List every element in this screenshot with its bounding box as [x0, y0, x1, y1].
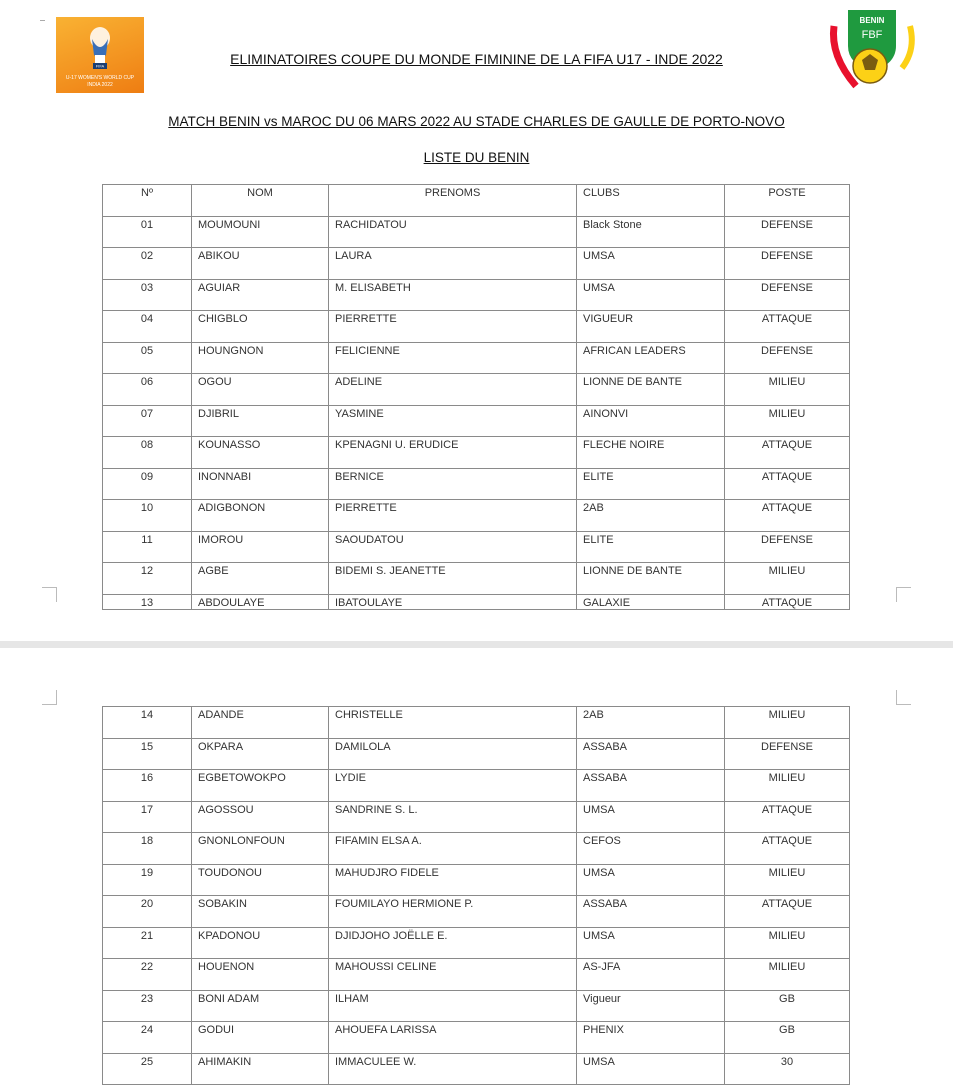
player-poste: MILIEU	[725, 864, 850, 896]
player-nom: TOUDONOU	[192, 864, 329, 896]
player-number: 12	[103, 563, 192, 595]
player-number: 06	[103, 374, 192, 406]
player-nom: EGBETOWOKPO	[192, 770, 329, 802]
player-club: ASSABA	[577, 896, 725, 928]
player-club: AFRICAN LEADERS	[577, 342, 725, 374]
player-poste: MILIEU	[725, 770, 850, 802]
player-nom: CHIGBLO	[192, 311, 329, 343]
player-prenoms: SANDRINE S. L.	[329, 801, 577, 833]
player-poste: DEFENSE	[725, 279, 850, 311]
player-club: 2AB	[577, 500, 725, 532]
player-prenoms: LYDIE	[329, 770, 577, 802]
player-club: ASSABA	[577, 770, 725, 802]
table-row	[103, 374, 850, 406]
player-prenoms: IBATOULAYE	[329, 594, 577, 609]
player-nom: KPADONOU	[192, 927, 329, 959]
player-club: AS-JFA	[577, 959, 725, 991]
player-nom: ADANDE	[192, 707, 329, 739]
player-nom: HOUNGNON	[192, 342, 329, 374]
table-row	[103, 833, 850, 865]
player-nom: OKPARA	[192, 738, 329, 770]
player-number: 03	[103, 279, 192, 311]
document-title: ELIMINATOIRES COUPE DU MONDE FIMININE DE LA FIFA U17 - INDE 2022	[230, 51, 723, 67]
player-nom: ADIGBONON	[192, 500, 329, 532]
player-prenoms: RACHIDATOU	[329, 216, 577, 248]
player-club: UMSA	[577, 279, 725, 311]
list-title: LISTE DU BENIN	[423, 150, 530, 165]
player-poste: ATTAQUE	[725, 437, 850, 469]
table-row	[103, 594, 850, 609]
roster-table-part-1	[102, 184, 850, 610]
player-club: LIONNE DE BANTE	[577, 563, 725, 595]
player-club: UMSA	[577, 801, 725, 833]
player-prenoms: IMMACULEE W.	[329, 1053, 577, 1085]
player-prenoms: DJIDJOHO JOËLLE E.	[329, 927, 577, 959]
player-number: 14	[103, 707, 192, 739]
player-poste: DEFENSE	[725, 531, 850, 563]
table-row	[103, 500, 850, 532]
player-prenoms: DAMILOLA	[329, 738, 577, 770]
column-header-prenoms: PRENOMS	[329, 185, 577, 217]
player-club: ELITE	[577, 468, 725, 500]
column-header-poste: POSTE	[725, 185, 850, 217]
player-number: 19	[103, 864, 192, 896]
column-header-clubs: CLUBS	[577, 185, 725, 217]
table-row	[103, 770, 850, 802]
player-poste: MILIEU	[725, 707, 850, 739]
table-row	[103, 707, 850, 739]
table-row	[103, 405, 850, 437]
player-nom: HOUENON	[192, 959, 329, 991]
table-row	[103, 563, 850, 595]
svg-text:BENIN: BENIN	[859, 16, 885, 25]
player-poste: DEFENSE	[725, 216, 850, 248]
player-prenoms: FELICIENNE	[329, 342, 577, 374]
table-row	[103, 738, 850, 770]
player-number: 09	[103, 468, 192, 500]
fifa-logo-year: INDIA 2022	[87, 82, 113, 88]
column-header-number: Nº	[103, 185, 192, 217]
player-poste: ATTAQUE	[725, 594, 850, 609]
player-nom: GNONLONFOUN	[192, 833, 329, 865]
column-header-nom: NOM	[192, 185, 329, 217]
player-club: FLECHE NOIRE	[577, 437, 725, 469]
table-row	[103, 279, 850, 311]
player-number: 15	[103, 738, 192, 770]
roster-table-part-2	[102, 706, 850, 1085]
svg-text:FIFA: FIFA	[95, 63, 105, 69]
player-poste: 30	[725, 1053, 850, 1085]
player-nom: AGUIAR	[192, 279, 329, 311]
player-number: 20	[103, 896, 192, 928]
player-club: ELITE	[577, 531, 725, 563]
player-nom: AHIMAKIN	[192, 1053, 329, 1085]
player-prenoms: FOUMILAYO HERMIONE P.	[329, 896, 577, 928]
player-club: VIGUEUR	[577, 311, 725, 343]
page-corner-mark	[896, 690, 911, 705]
player-nom: BONI ADAM	[192, 990, 329, 1022]
player-prenoms: BIDEMI S. JEANETTE	[329, 563, 577, 595]
player-club: UMSA	[577, 864, 725, 896]
fifa-logo-caption: U-17 WOMEN'S WORLD CUP	[65, 75, 135, 81]
player-poste: MILIEU	[725, 927, 850, 959]
player-number: 04	[103, 311, 192, 343]
table-row	[103, 437, 850, 469]
player-nom: OGOU	[192, 374, 329, 406]
player-club: GALAXIE	[577, 594, 725, 609]
player-poste: ATTAQUE	[725, 311, 850, 343]
player-number: 23	[103, 990, 192, 1022]
page-corner-mark	[42, 690, 57, 705]
player-nom: AGOSSOU	[192, 801, 329, 833]
player-number: 13	[103, 594, 192, 609]
player-nom: MOUMOUNI	[192, 216, 329, 248]
page-corner-mark	[896, 587, 911, 602]
player-number: 22	[103, 959, 192, 991]
player-number: 17	[103, 801, 192, 833]
player-prenoms: M. ELISABETH	[329, 279, 577, 311]
player-prenoms: MAHOUSSI CELINE	[329, 959, 577, 991]
benin-fbf-logo	[826, 6, 918, 94]
table-row	[103, 531, 850, 563]
table-row	[103, 216, 850, 248]
player-number: 05	[103, 342, 192, 374]
player-club: UMSA	[577, 1053, 725, 1085]
player-number: 01	[103, 216, 192, 248]
page-mark	[40, 20, 45, 21]
player-club: Black Stone	[577, 216, 725, 248]
player-number: 02	[103, 248, 192, 280]
player-nom: SOBAKIN	[192, 896, 329, 928]
player-club: AINONVI	[577, 405, 725, 437]
player-nom: AGBE	[192, 563, 329, 595]
table-row	[103, 864, 850, 896]
player-prenoms: MAHUDJRO FIDELE	[329, 864, 577, 896]
player-prenoms: FIFAMIN ELSA A.	[329, 833, 577, 865]
player-prenoms: SAOUDATOU	[329, 531, 577, 563]
player-club: UMSA	[577, 927, 725, 959]
player-number: 24	[103, 1022, 192, 1054]
player-poste: ATTAQUE	[725, 833, 850, 865]
player-nom: INONNABI	[192, 468, 329, 500]
player-poste: ATTAQUE	[725, 801, 850, 833]
player-number: 25	[103, 1053, 192, 1085]
player-prenoms: ADELINE	[329, 374, 577, 406]
player-nom: ABDOULAYE	[192, 594, 329, 609]
table-row	[103, 990, 850, 1022]
player-poste: MILIEU	[725, 405, 850, 437]
table-row	[103, 801, 850, 833]
player-prenoms: AHOUEFA LARISSA	[329, 1022, 577, 1054]
table-row	[103, 1022, 850, 1054]
player-nom: DJIBRIL	[192, 405, 329, 437]
player-number: 18	[103, 833, 192, 865]
player-number: 08	[103, 437, 192, 469]
page-separator	[0, 641, 953, 648]
player-club: 2AB	[577, 707, 725, 739]
player-poste: MILIEU	[725, 959, 850, 991]
player-prenoms: BERNICE	[329, 468, 577, 500]
player-prenoms: YASMINE	[329, 405, 577, 437]
player-nom: KOUNASSO	[192, 437, 329, 469]
player-poste: DEFENSE	[725, 248, 850, 280]
player-nom: ABIKOU	[192, 248, 329, 280]
page-corner-mark	[42, 587, 57, 602]
table-row	[103, 959, 850, 991]
player-number: 16	[103, 770, 192, 802]
player-nom: GODUI	[192, 1022, 329, 1054]
player-club: UMSA	[577, 248, 725, 280]
player-poste: GB	[725, 990, 850, 1022]
player-nom: IMOROU	[192, 531, 329, 563]
table-row	[103, 311, 850, 343]
table-row	[103, 927, 850, 959]
player-number: 21	[103, 927, 192, 959]
table-row	[103, 248, 850, 280]
player-number: 07	[103, 405, 192, 437]
player-prenoms: CHRISTELLE	[329, 707, 577, 739]
player-prenoms: LAURA	[329, 248, 577, 280]
player-poste: MILIEU	[725, 563, 850, 595]
player-prenoms: PIERRETTE	[329, 500, 577, 532]
player-club: PHENIX	[577, 1022, 725, 1054]
table-row	[103, 896, 850, 928]
player-poste: ATTAQUE	[725, 468, 850, 500]
player-poste: MILIEU	[725, 374, 850, 406]
table-row	[103, 342, 850, 374]
player-poste: DEFENSE	[725, 342, 850, 374]
player-club: Vigueur	[577, 990, 725, 1022]
player-poste: ATTAQUE	[725, 500, 850, 532]
player-poste: GB	[725, 1022, 850, 1054]
player-club: LIONNE DE BANTE	[577, 374, 725, 406]
table-header-row	[103, 185, 850, 217]
svg-text:FBF: FBF	[861, 29, 883, 41]
player-number: 11	[103, 531, 192, 563]
table-row	[103, 468, 850, 500]
player-poste: DEFENSE	[725, 738, 850, 770]
match-subtitle: MATCH BENIN vs MAROC DU 06 MARS 2022 AU STADE CHARLES DE GAULLE DE PORTO-NOVO	[168, 114, 785, 129]
player-prenoms: ILHAM	[329, 990, 577, 1022]
player-prenoms: KPENAGNI U. ERUDICE	[329, 437, 577, 469]
player-number: 10	[103, 500, 192, 532]
player-club: CEFOS	[577, 833, 725, 865]
player-prenoms: PIERRETTE	[329, 311, 577, 343]
player-club: ASSABA	[577, 738, 725, 770]
player-poste: ATTAQUE	[725, 896, 850, 928]
